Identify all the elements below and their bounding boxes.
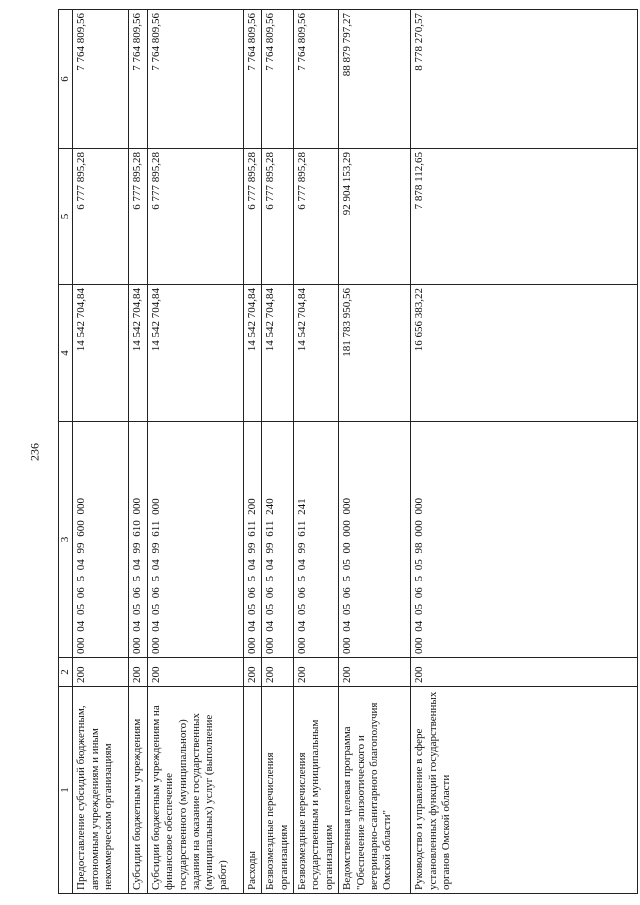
row-admin: 200 bbox=[294, 658, 339, 687]
row-value-6: 7 764 809,56 bbox=[243, 10, 261, 149]
row-value-6: 8 778 270,57 bbox=[411, 10, 638, 149]
table-row bbox=[243, 10, 261, 894]
row-value-4: 14 542 704,84 bbox=[294, 285, 339, 422]
header-col-4: 4 bbox=[59, 285, 73, 422]
row-name: Руководство и управление в сфере установленных функций государственных органов Омской области bbox=[411, 687, 638, 894]
row-value-5: 6 777 895,28 bbox=[243, 149, 261, 285]
row-admin: 200 bbox=[129, 658, 147, 687]
row-admin: 200 bbox=[339, 658, 411, 687]
table-row bbox=[129, 10, 147, 894]
row-admin: 200 bbox=[73, 658, 129, 687]
row-name: Ведомственная целевая программа "Обеспечение эпизоотического и ветеринарно-санитарного благополучия Омской области" bbox=[339, 687, 411, 894]
budget-table-container bbox=[58, 10, 638, 894]
header-col-6: 6 bbox=[59, 10, 73, 149]
row-value-5: 6 777 895,28 bbox=[262, 149, 294, 285]
row-value-6: 7 764 809,56 bbox=[73, 10, 129, 149]
row-value-4: 14 542 704,84 bbox=[243, 285, 261, 422]
header-col-3: 3 bbox=[59, 422, 73, 658]
row-value-5: 6 777 895,28 bbox=[147, 149, 243, 285]
row-code: 000 04 05 06 5 04 99 611 240 bbox=[262, 422, 294, 658]
row-name: Безвозмездные перечисления организациям bbox=[262, 687, 294, 894]
row-value-6: 7 764 809,56 bbox=[129, 10, 147, 149]
header-col-5: 5 bbox=[59, 149, 73, 285]
row-code: 000 04 05 06 5 04 99 611 241 bbox=[294, 422, 339, 658]
row-code: 000 04 05 06 5 04 99 610 000 bbox=[129, 422, 147, 658]
row-value-5: 92 904 153,29 bbox=[339, 149, 411, 285]
row-value-4: 14 542 704,84 bbox=[147, 285, 243, 422]
table-row bbox=[411, 10, 638, 894]
row-value-6: 88 879 797,27 bbox=[339, 10, 411, 149]
budget-table bbox=[58, 9, 638, 894]
header-col-1: 1 bbox=[59, 687, 73, 894]
row-admin: 200 bbox=[147, 658, 243, 687]
row-value-5: 6 777 895,28 bbox=[73, 149, 129, 285]
row-value-6: 7 764 809,56 bbox=[147, 10, 243, 149]
row-value-4: 14 542 704,84 bbox=[129, 285, 147, 422]
row-code: 000 04 05 06 5 04 99 611 200 bbox=[243, 422, 261, 658]
row-name: Расходы bbox=[243, 687, 261, 894]
row-value-5: 6 777 895,28 bbox=[129, 149, 147, 285]
row-admin: 200 bbox=[262, 658, 294, 687]
row-value-4: 181 783 950,56 bbox=[339, 285, 411, 422]
row-value-5: 6 777 895,28 bbox=[294, 149, 339, 285]
row-name: Субсидии бюджетным учреждениям bbox=[129, 687, 147, 894]
table-row bbox=[73, 10, 129, 894]
header-row bbox=[59, 10, 73, 894]
row-value-4: 14 542 704,84 bbox=[262, 285, 294, 422]
row-value-4: 16 656 383,22 bbox=[411, 285, 638, 422]
table-row bbox=[294, 10, 339, 894]
row-code: 000 04 05 06 5 04 99 611 000 bbox=[147, 422, 243, 658]
row-code: 000 04 05 06 5 05 00 000 000 bbox=[339, 422, 411, 658]
header-col-2: 2 bbox=[59, 658, 73, 687]
row-value-6: 7 764 809,56 bbox=[294, 10, 339, 149]
table-row bbox=[147, 10, 243, 894]
row-name: Предоставление субсидий бюджетным, автономным учреждениям и иным некоммерческим организациям bbox=[73, 687, 129, 894]
row-name: Безвозмездные перечисления государственным и муниципальным организациям bbox=[294, 687, 339, 894]
row-name: Субсидии бюджетным учреждениям на финансовое обеспечение государственного (муниципального) задания на оказание государственных (муниципальных) услуг (выполнение работ) bbox=[147, 687, 243, 894]
row-admin: 200 bbox=[411, 658, 638, 687]
row-value-5: 7 878 112,65 bbox=[411, 149, 638, 285]
row-admin: 200 bbox=[243, 658, 261, 687]
page-number: 236 bbox=[27, 443, 42, 461]
row-code: 000 04 05 06 5 04 99 600 000 bbox=[73, 422, 129, 658]
table-row bbox=[339, 10, 411, 894]
row-value-6: 7 764 809,56 bbox=[262, 10, 294, 149]
table-row bbox=[262, 10, 294, 894]
row-code: 000 04 05 06 5 05 98 000 000 bbox=[411, 422, 638, 658]
row-value-4: 14 542 704,84 bbox=[73, 285, 129, 422]
